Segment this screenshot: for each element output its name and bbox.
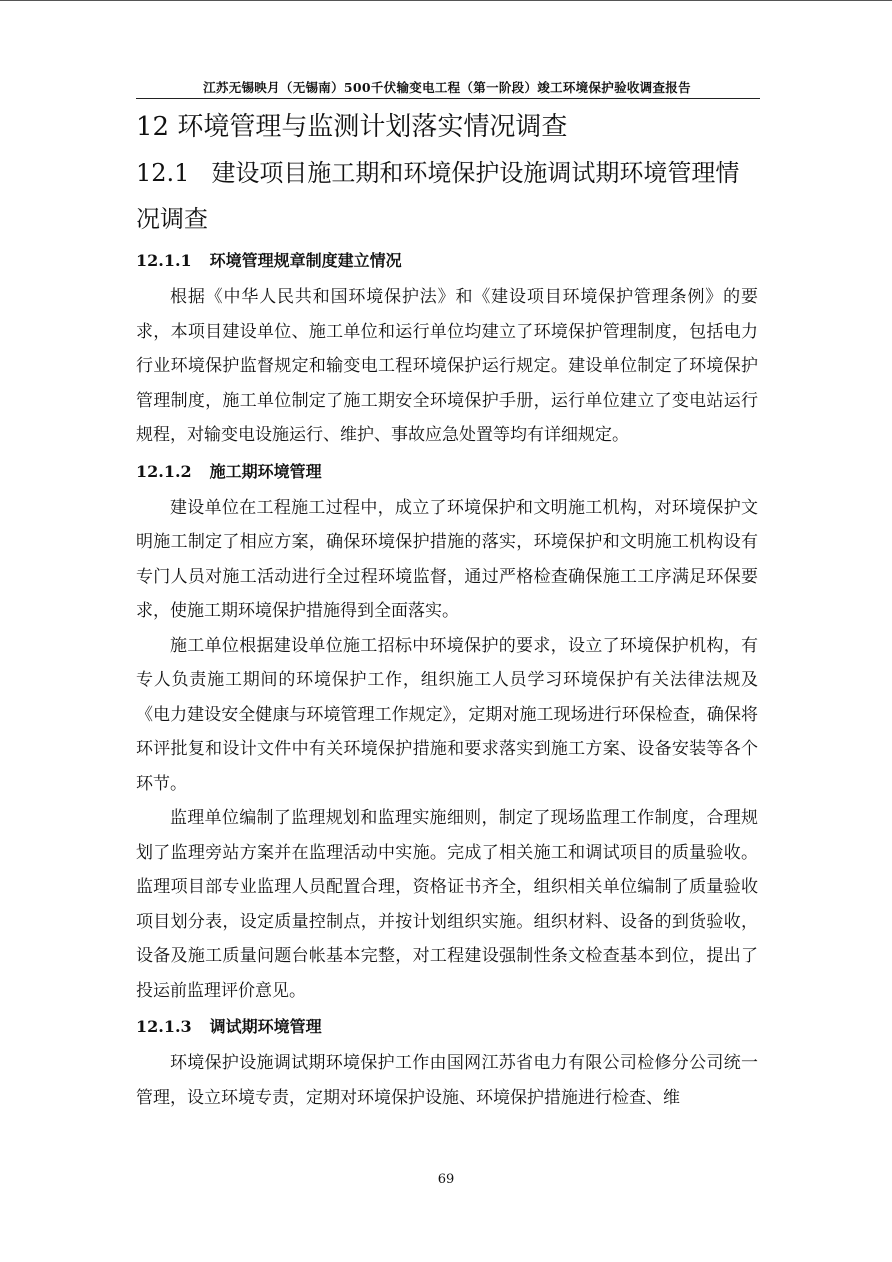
page-body — [136, 104, 758, 1115]
subsection-heading-2 — [136, 457, 758, 487]
section-number: 12.1 — [136, 159, 190, 187]
paragraph: 建设单位在工程施工过程中，成立了环境保护和文明施工机构，对环境保护文明施工制定了相应方案，确保环境保护措施的落实，环境保护和文明施工机构设有专门人员对施工活动进行全过程环境监督，通过严格检查确保施工工序满足环保要求，使施工期环境保护措施得到全面落实。 — [136, 497, 758, 621]
section-title: 建设项目施工期和环境保护设施调试期环境管理情况调查 — [136, 159, 740, 233]
subsection-heading-1 — [136, 246, 758, 276]
chapter-title: 12 环境管理与监测计划落实情况调查 — [136, 112, 568, 142]
paragraph: 监理单位编制了监理规划和监理实施细则，制定了现场监理工作制度，合理规划了监理旁站方案并在监理活动中实施。完成了相关施工和调试项目的质量验收。监理项目部专业监理人员配置合理，资格证书齐全，组织相关单位编制了质量验收项目划分表，设定质量控制点，并按计划组织实施。组织材料、设备的到货验收，设备及施工质量问题台帐基本完整，对工程建设强制性条文检查基本到位，提出了投运前监理评价意见。 — [136, 808, 758, 1001]
page-number: 69 — [437, 1172, 455, 1187]
subsection-title: 施工期环境管理 — [209, 461, 322, 481]
subsection-heading-3 — [136, 1012, 758, 1042]
paragraph: 根据《中华人民共和国环境保护法》和《建设项目环境保护管理条例》的要求，本项目建设单位、施工单位和运行单位均建立了环境保护管理制度，包括电力行业环境保护监督规定和输变电工程环境保护运行规定。建设单位制定了环境保护管理制度，施工单位制定了施工期安全环境保护手册，运行单位建立了变电站运行规程，对输变电设施运行、维护、事故应急处置等均有详细规定。 — [136, 287, 758, 445]
subsection-number: 12.1.3 — [136, 1017, 192, 1036]
paragraph: 施工单位根据建设单位施工招标中环境保护的要求，设立了环境保护机构，有专人负责施工期间的环境保护工作，组织施工人员学习环境保护有关法律法规及《电力建设安全健康与环境管理工作规定》，定期对施工现场进行环保检查，确保将环评批复和设计文件中有关环境保护措施和要求落实到施工方案、设备安装等各个环节。 — [136, 635, 758, 794]
subsection-title: 环境管理规章制度建立情况 — [209, 251, 402, 270]
subsection-title: 调试期环境管理 — [209, 1017, 322, 1036]
top-border-line — [0, 0, 892, 1]
subsection-number: 12.1.2 — [136, 461, 192, 481]
paragraph: 环境保护设施调试期环境保护工作由国网江苏省电力有限公司检修分公司统一管理，设立环境专责，定期对环境保护设施、环境保护措施进行检查、维 — [136, 1053, 758, 1108]
running-header: 江苏无锡映月（无锡南）500千伏输变电工程（第一阶段）竣工环境保护验收调查报告 — [203, 80, 691, 95]
subsection-number: 12.1.1 — [136, 251, 192, 270]
header-rule — [136, 98, 760, 99]
section-heading — [136, 150, 758, 242]
